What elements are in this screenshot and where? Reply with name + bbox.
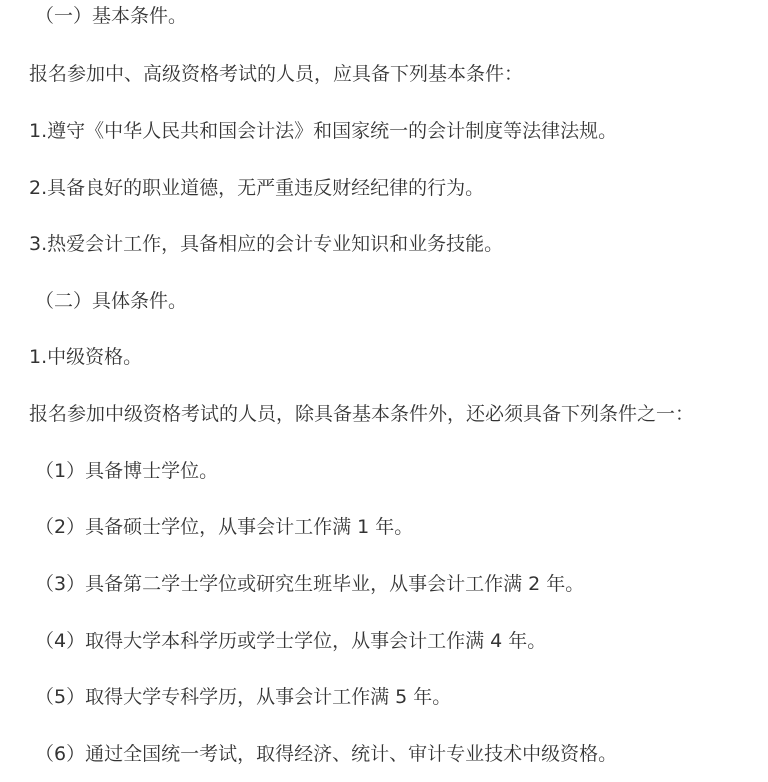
list-item-condition-3: （3）具备第二学士学位或研究生班毕业，从事会计工作满 2 年。 — [35, 573, 585, 595]
paragraph-basic-intro: 报名参加中、高级资格考试的人员，应具备下列基本条件： — [29, 63, 524, 85]
section-heading-basic: （一）基本条件。 — [35, 5, 188, 27]
list-item-condition-1: （1）具备博士学位。 — [35, 460, 219, 482]
section-heading-specific: （二）具体条件。 — [35, 290, 188, 312]
list-item-basic-2: 2.具备良好的职业道德，无严重违反财经纪律的行为。 — [29, 177, 485, 199]
list-item-condition-2: （2）具备硕士学位，从事会计工作满 1 年。 — [35, 516, 414, 538]
list-item-condition-5: （5）取得大学专科学历，从事会计工作满 5 年。 — [35, 686, 452, 708]
list-item-condition-4: （4）取得大学本科学历或学士学位，从事会计工作满 4 年。 — [35, 630, 547, 652]
list-item-basic-3: 3.热爱会计工作，具备相应的会计专业知识和业务技能。 — [29, 233, 504, 255]
list-item-condition-6: （6）通过全国统一考试，取得经济、统计、审计专业技术中级资格。 — [35, 743, 618, 765]
paragraph-intermediate-intro: 报名参加中级资格考试的人员，除具备基本条件外，还必须具备下列条件之一： — [29, 403, 695, 425]
list-item-basic-1: 1.遵守《中华人民共和国会计法》和国家统一的会计制度等法律法规。 — [29, 120, 618, 142]
subheading-intermediate: 1.中级资格。 — [29, 346, 143, 368]
